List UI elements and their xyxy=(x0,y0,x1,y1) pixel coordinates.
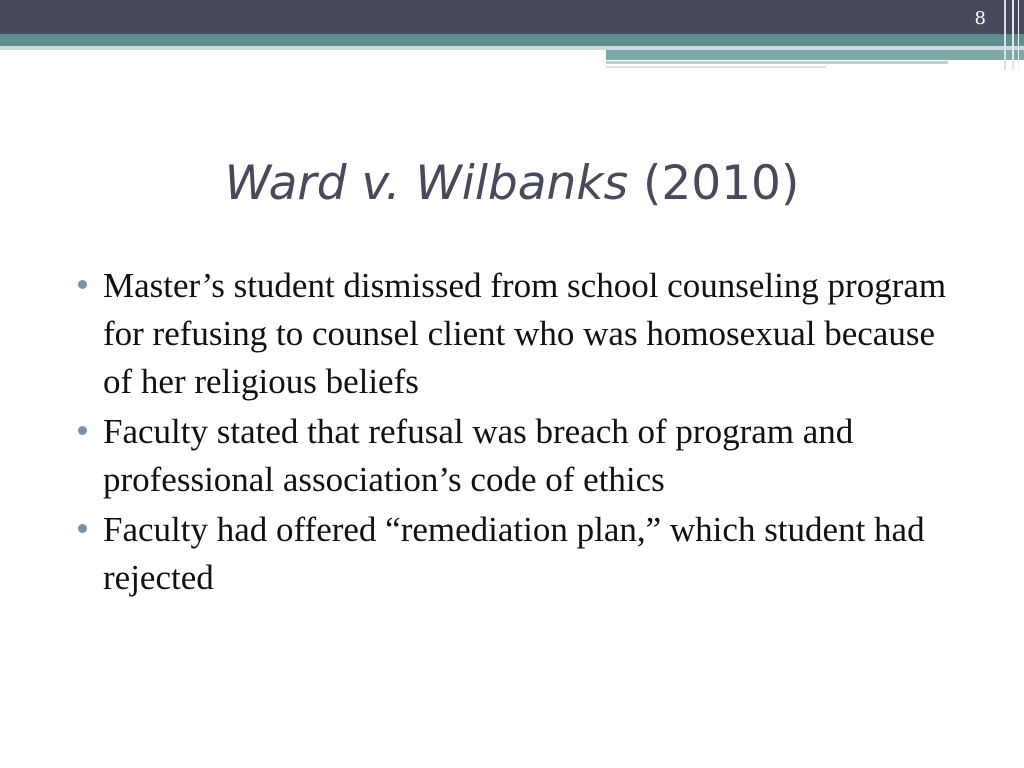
header-accent-line-2 xyxy=(606,66,826,68)
header-accent-block xyxy=(606,50,1024,60)
header-vertical-rule xyxy=(1012,0,1014,70)
header-teal-band xyxy=(0,34,1024,46)
bullet-dot-icon xyxy=(78,426,87,435)
header-accent-line xyxy=(606,61,948,64)
header-vertical-rule xyxy=(1018,0,1019,70)
bullet-dot-icon xyxy=(78,280,87,289)
bullet-text: Faculty stated that refusal was breach of program and professional association’s code of ethics xyxy=(103,412,854,499)
page-number: 8 xyxy=(974,8,986,29)
bullet-item xyxy=(76,506,956,602)
title-year: (2010) xyxy=(643,156,800,211)
header-vertical-rule xyxy=(1004,0,1006,70)
header-dark-band xyxy=(0,0,1024,34)
bullet-dot-icon xyxy=(78,524,87,533)
bullet-item xyxy=(76,262,956,406)
title-case-name: Ward v. Wilbanks xyxy=(224,156,629,211)
slide-title xyxy=(0,158,1024,210)
bullet-item xyxy=(76,408,956,504)
bullet-text: Faculty had offered “remediation plan,” which student had rejected xyxy=(103,510,925,597)
bullet-list xyxy=(76,262,956,604)
bullet-text: Master’s student dismissed from school counseling program for refusing to counsel client who was homosexual because of her religious beliefs xyxy=(103,266,947,401)
